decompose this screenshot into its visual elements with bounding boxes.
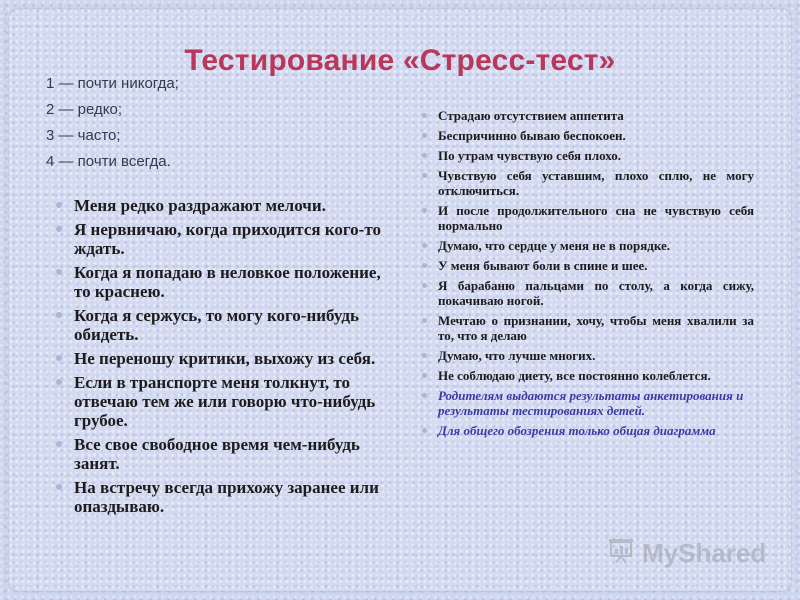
question-item: На встречу всегда прихожу заранее или опаздываю.: [54, 478, 384, 516]
question-item: Я барабаню пальцами по столу, а когда сижу, покачиваю ногой.: [420, 278, 754, 308]
question-list-right: [420, 108, 754, 443]
question-item: Если в транспорте меня толкнут, то отвечаю тем же или говорю что-нибудь грубое.: [54, 373, 384, 430]
question-item: Думаю, что сердце у меня не в порядке.: [420, 238, 754, 253]
question-item: Не соблюдаю диету, все постоянно колеблется.: [420, 368, 754, 383]
scale-item: 3 — часто;: [46, 127, 121, 144]
note-item: Родителям выдаются результаты анкетирования и результаты тестированиях детей.: [420, 388, 754, 418]
scale-item: 1 — почти никогда;: [46, 75, 179, 92]
slide-title: Тестирование «Стресс-тест»: [184, 44, 616, 77]
question-list-left: [54, 196, 384, 521]
question-item: И после продолжительного сна не чувствую себя нормально: [420, 203, 754, 233]
answer-scale: [46, 74, 179, 178]
watermark: [606, 536, 766, 571]
question-item: Чувствую себя уставшим, плохо сплю, не могу отключиться.: [420, 168, 754, 198]
question-item: Когда я попадаю в неловкое положение, то краснею.: [54, 263, 384, 301]
question-item: Я нервничаю, когда приходится кого-то ждать.: [54, 220, 384, 258]
question-item: У меня бывают боли в спине и шее.: [420, 258, 754, 273]
question-item: Не переношу критики, выхожу из себя.: [54, 349, 384, 368]
question-item: Когда я сержусь, то могу кого-нибудь обидеть.: [54, 306, 384, 344]
question-item: Беспричинно бываю беспокоен.: [420, 128, 754, 143]
question-item: Мечтаю о признании, хочу, чтобы меня хвалили за то, что я делаю: [420, 313, 754, 343]
question-item: Меня редко раздражают мелочи.: [54, 196, 384, 215]
question-item: Страдаю отсутствием аппетита: [420, 108, 754, 123]
question-item: Думаю, что лучше многих.: [420, 348, 754, 363]
scale-item: 2 — редко;: [46, 101, 123, 118]
presentation-icon: [606, 536, 636, 571]
question-item: По утрам чувствую себя плохо.: [420, 148, 754, 163]
watermark-text: MyShared: [642, 538, 767, 568]
scale-item: 4 — почти всегда.: [46, 153, 171, 170]
note-item: Для общего обозрения только общая диаграмма: [420, 423, 754, 438]
question-item: Все свое свободное время чем-нибудь занят.: [54, 435, 384, 473]
